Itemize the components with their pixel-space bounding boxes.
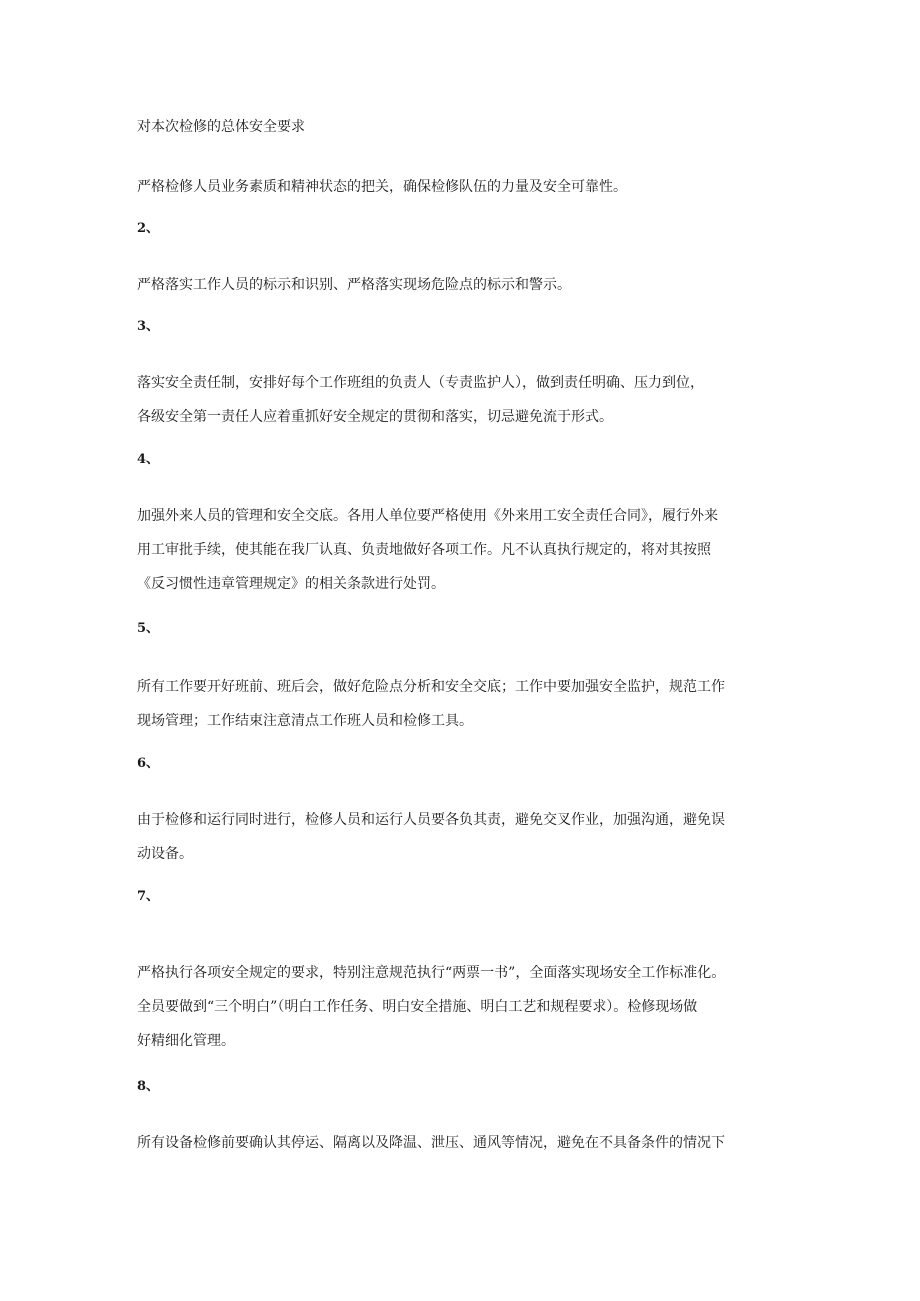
- item-8-text: [137, 1126, 797, 1160]
- item-4-number: 4、: [137, 452, 160, 467]
- item-1-text: [137, 170, 797, 204]
- item-6-line-2: 动设备。: [137, 846, 193, 862]
- item-4-text: [137, 499, 797, 601]
- item-5-line-2: 现场管理；工作结束注意清点工作班人员和检修工具。: [137, 713, 473, 729]
- document-title: [137, 110, 797, 144]
- item-5-number: 5、: [137, 621, 160, 636]
- item-7-line-2: 全员要做到“三个明白”（明白工作任务、明白安全措施、明白工艺和规程要求）。检修现场做: [137, 999, 698, 1015]
- item-3-line-1: 落实安全责任制，安排好每个工作班组的负责人（专责监护人），做到责任明确、压力到位，: [137, 375, 704, 391]
- item-6-line-1: 由于检修和运行同时进行，检修人员和运行人员要各负其责，避免交叉作业，加强沟通，避免误: [137, 812, 725, 828]
- item-3-line-2: 各级安全第一责任人应着重抓好安全规定的贯彻和落实，切忌避免流于形式。: [137, 409, 613, 425]
- item-7-text: [137, 956, 797, 1058]
- item-2-number: 2、: [137, 221, 160, 236]
- item-1-line-1: 严格检修人员业务素质和精神状态的把关，确保检修队伍的力量及安全可靠性。: [137, 179, 627, 195]
- item-7-line-3: 好精细化管理。: [137, 1033, 235, 1049]
- item-4-line-1: 加强外来人员的管理和安全交底。各用人单位要严格使用《外来用工安全责任合同》，履行外来: [137, 508, 718, 524]
- item-7-number: 7、: [137, 889, 160, 904]
- item-8-line-1: 所有设备检修前要确认其停运、隔离以及降温、泄压、通风等情况，避免在不具备条件的情况下: [137, 1135, 725, 1151]
- item-7-line-1: 严格执行各项安全规定的要求，特别注意规范执行“两票一书”，全面落实现场安全工作标准化。: [137, 965, 726, 981]
- item-6-number: 6、: [137, 756, 160, 771]
- item-3-number: 3、: [137, 319, 160, 334]
- item-5-text: [137, 670, 797, 738]
- item-2-text: [137, 268, 797, 302]
- item-4-line-3: 《反习惯性违章管理规定》的相关条款进行处罚。: [137, 576, 445, 592]
- item-8-number: 8、: [137, 1079, 160, 1094]
- item-3-text: [137, 366, 797, 434]
- item-4-line-2: 用工审批手续，使其能在我厂认真、负责地做好各项工作。凡不认真执行规定的，将对其按照: [137, 542, 711, 558]
- item-5-line-1: 所有工作要开好班前、班后会，做好危险点分析和安全交底；工作中要加强安全监护，规范工作: [137, 679, 725, 695]
- title-line: 对本次检修的总体安全要求: [137, 119, 305, 135]
- item-2-line-1: 严格落实工作人员的标示和识别、严格落实现场危险点的标示和警示。: [137, 277, 571, 293]
- item-6-text: [137, 803, 797, 871]
